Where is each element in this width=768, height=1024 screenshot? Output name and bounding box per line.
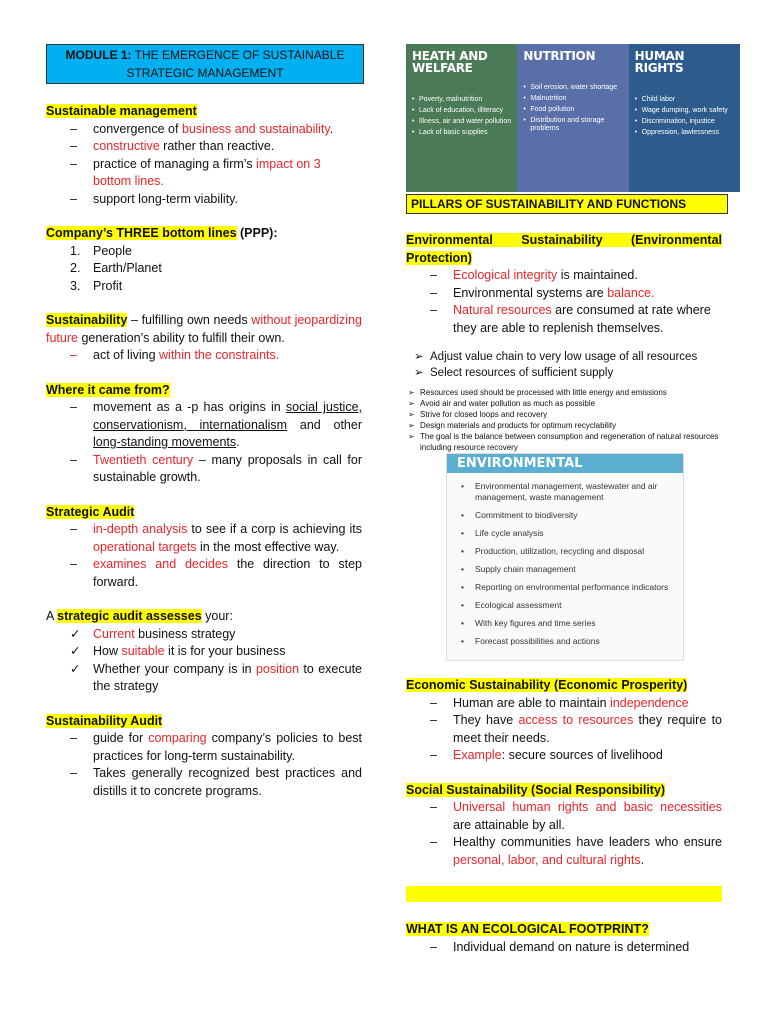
economic-list xyxy=(406,695,722,765)
list-item: ✓ How suitable it is for your business xyxy=(70,644,286,658)
list-item: ➢ Select resources of sufficient supply xyxy=(414,367,614,379)
list-item: 3. Profit xyxy=(70,278,123,293)
module-number: MODULE 1: xyxy=(65,48,132,62)
list-item: – in-depth analysis to see if a corp is achieving its operational targets in the most effective way. xyxy=(70,522,362,554)
list-item: – act of living within the constraints. xyxy=(70,348,280,362)
pillars-title-box: PILLARS OF SUSTAINABILITY AND FUNCTIONS xyxy=(406,194,728,214)
banner-panel-human-rights: HUMAN RIGHTS • Child labor • Wage dumping, work safety • Discrimination, injustice • Oppression, lawlessness xyxy=(629,44,740,192)
resource-arrow-list xyxy=(406,387,722,453)
list-item: – Individual demand on nature is determined xyxy=(430,939,690,954)
section-heading: Sustainable management xyxy=(46,104,197,118)
list-item: – Human are able to maintain independence xyxy=(430,695,689,710)
value-chain-arrow-list xyxy=(406,349,722,381)
strategic-audit-list xyxy=(46,521,362,591)
section-heading: Company’s THREE bottom lines xyxy=(46,226,237,240)
origin-list xyxy=(46,399,362,487)
right-column xyxy=(406,194,722,956)
audit-assess-list xyxy=(46,626,362,696)
section-heading: Strategic Audit xyxy=(46,504,135,519)
list-item: – support long-term viability. xyxy=(70,191,238,206)
section-heading: Social Sustainability (Social Responsibility) xyxy=(406,782,666,797)
list-item: – Environmental systems are balance. xyxy=(430,285,655,300)
section-heading: Environmental Sustainability (Environmental Protection) xyxy=(406,233,722,265)
bottom-lines-list xyxy=(46,243,362,296)
list-item: – Twentieth century – many proposals in call for sustainable growth. xyxy=(70,452,362,484)
environmental-list xyxy=(406,267,722,337)
list-item: ✓ Current business strategy xyxy=(70,626,236,641)
list-item: – They have access to resources they require to meet their needs. xyxy=(430,713,722,745)
left-column: MODULE 1: THE EMERGENCE OF SUSTAINABLE STRATEGIC MANAGEMENT Sustainable management – convergence of business and sustainability. – constructive rather than reactive. – practice of managing a firm’s impact on 3 bottom lines. – support long-term viability. Company’s THREE bottom lines (PPP): 1. People 2. Earth/Planet 3. Profit Sustainability – fulfilling own needs without jeopardizing future generation’s ability to fulfill their own. – act of living within the constraints. Where it came from? – movement as a -p has origins in social justice, conservationism, internationalism and other long-standing movements. – Twentieth century – many proposals in call for sustainable growth. Strategic Audit – in-depth analysis to see if a corp is achieving its operational targets in the most effective way. – examines and decides the direction to step forward. A strategic audit assesses your: ✓ Current business strategy ✓ How suitable it is for your business ✓ Whether your company is in position to execute the strategy Sustainability Audit – guide for comparing company’s policies to best practices for long-term sustainability. – Takes generally recognized best practices and distills it to concrete programs. xyxy=(46,44,362,800)
list-item: – Universal human rights and basic necessities are attainable by all. xyxy=(430,800,722,832)
banner-panel-health: HEATH AND WELFARE • Poverty, malnutrition • Lack of education, illiteracy • Illness, air and water pollution • Lack of basic supplies xyxy=(406,44,517,192)
list-item: 2. Earth/Planet xyxy=(70,261,162,275)
sustainability-audit-list xyxy=(46,730,362,800)
social-list xyxy=(406,799,722,869)
list-item: ➢ Adjust value chain to very low usage of all resources xyxy=(414,351,698,363)
footprint-list xyxy=(406,939,722,957)
module-title-line2: STRATEGIC MANAGEMENT xyxy=(126,66,284,80)
section-heading: WHAT IS AN ECOLOGICAL FOOTPRINT? xyxy=(406,922,649,936)
list-item: ➢ Design materials and products for optimum recyclability xyxy=(408,421,617,430)
list-item: – movement as a -p has origins in social justice, conservationism, internationalism and other long-standing movements. xyxy=(70,400,362,449)
list-item: – Takes generally recognized best practices and distills it to concrete programs. xyxy=(70,766,362,798)
sustainable-management-list xyxy=(46,121,362,209)
section-heading: Economic Sustainability (Economic Prosperity) xyxy=(406,678,688,692)
list-item: ➢ Resources used should be processed with little energy and emissions xyxy=(408,388,667,397)
list-item: – practice of managing a firm’s impact on 3 bottom lines. xyxy=(70,156,321,188)
list-item: – Natural resources are consumed at rate where they are able to replenish themselves. xyxy=(430,303,711,335)
list-item: – constructive rather than reactive. xyxy=(70,139,275,153)
sustainability-definition: Sustainability – fulfilling own needs without jeopardizing future generation’s ability to fulfill their own. xyxy=(46,313,362,345)
list-item: ✓ Whether your company is in position to execute the strategy xyxy=(70,661,362,693)
list-item: – Ecological integrity is maintained. xyxy=(430,268,638,282)
sustainability-banner-image xyxy=(406,44,740,192)
list-item: ➢ The goal is the balance between consumption and regeneration of natural resources including resource recovery xyxy=(408,432,719,452)
list-item: ➢ Avoid air and water pollution as much as possible xyxy=(408,399,596,408)
section-heading: Where it came from? xyxy=(46,382,170,397)
list-item: – guide for comparing company’s policies to best practices for long-term sustainability. xyxy=(70,731,362,763)
highlight-bar xyxy=(406,886,722,902)
list-item: – Example: secure sources of livelihood xyxy=(430,748,663,762)
list-item: 1. People xyxy=(70,243,132,258)
module-title-box xyxy=(46,44,364,84)
list-item: – convergence of business and sustainability. xyxy=(70,121,334,136)
environmental-card-image: ENVIRONMENTAL • Environmental management, wastewater and air management, waste management • Commitment to biodiversity • Life cycle analysis • Production, utilization, recycling and disposal • Supply chain management • Reporting on environmental performance indicators • Ecological assessment • With key figures and time series • Forecast possibilities and actions xyxy=(446,453,684,661)
list-item: – examines and decides the direction to step forward. xyxy=(70,557,362,589)
module-title-line1: THE EMERGENCE OF SUSTAINABLE xyxy=(134,48,345,62)
list-item: ➢ Strive for closed loops and recovery xyxy=(408,410,548,419)
banner-panel-nutrition: NUTRITION • Soil erosion, water shortage • Malnutrition • Food pollution • Distribution and storage problems xyxy=(517,44,628,192)
list-item: – Healthy communities have leaders who ensure personal, labor, and cultural rights. xyxy=(430,835,722,867)
section-heading: Sustainability Audit xyxy=(46,713,163,728)
